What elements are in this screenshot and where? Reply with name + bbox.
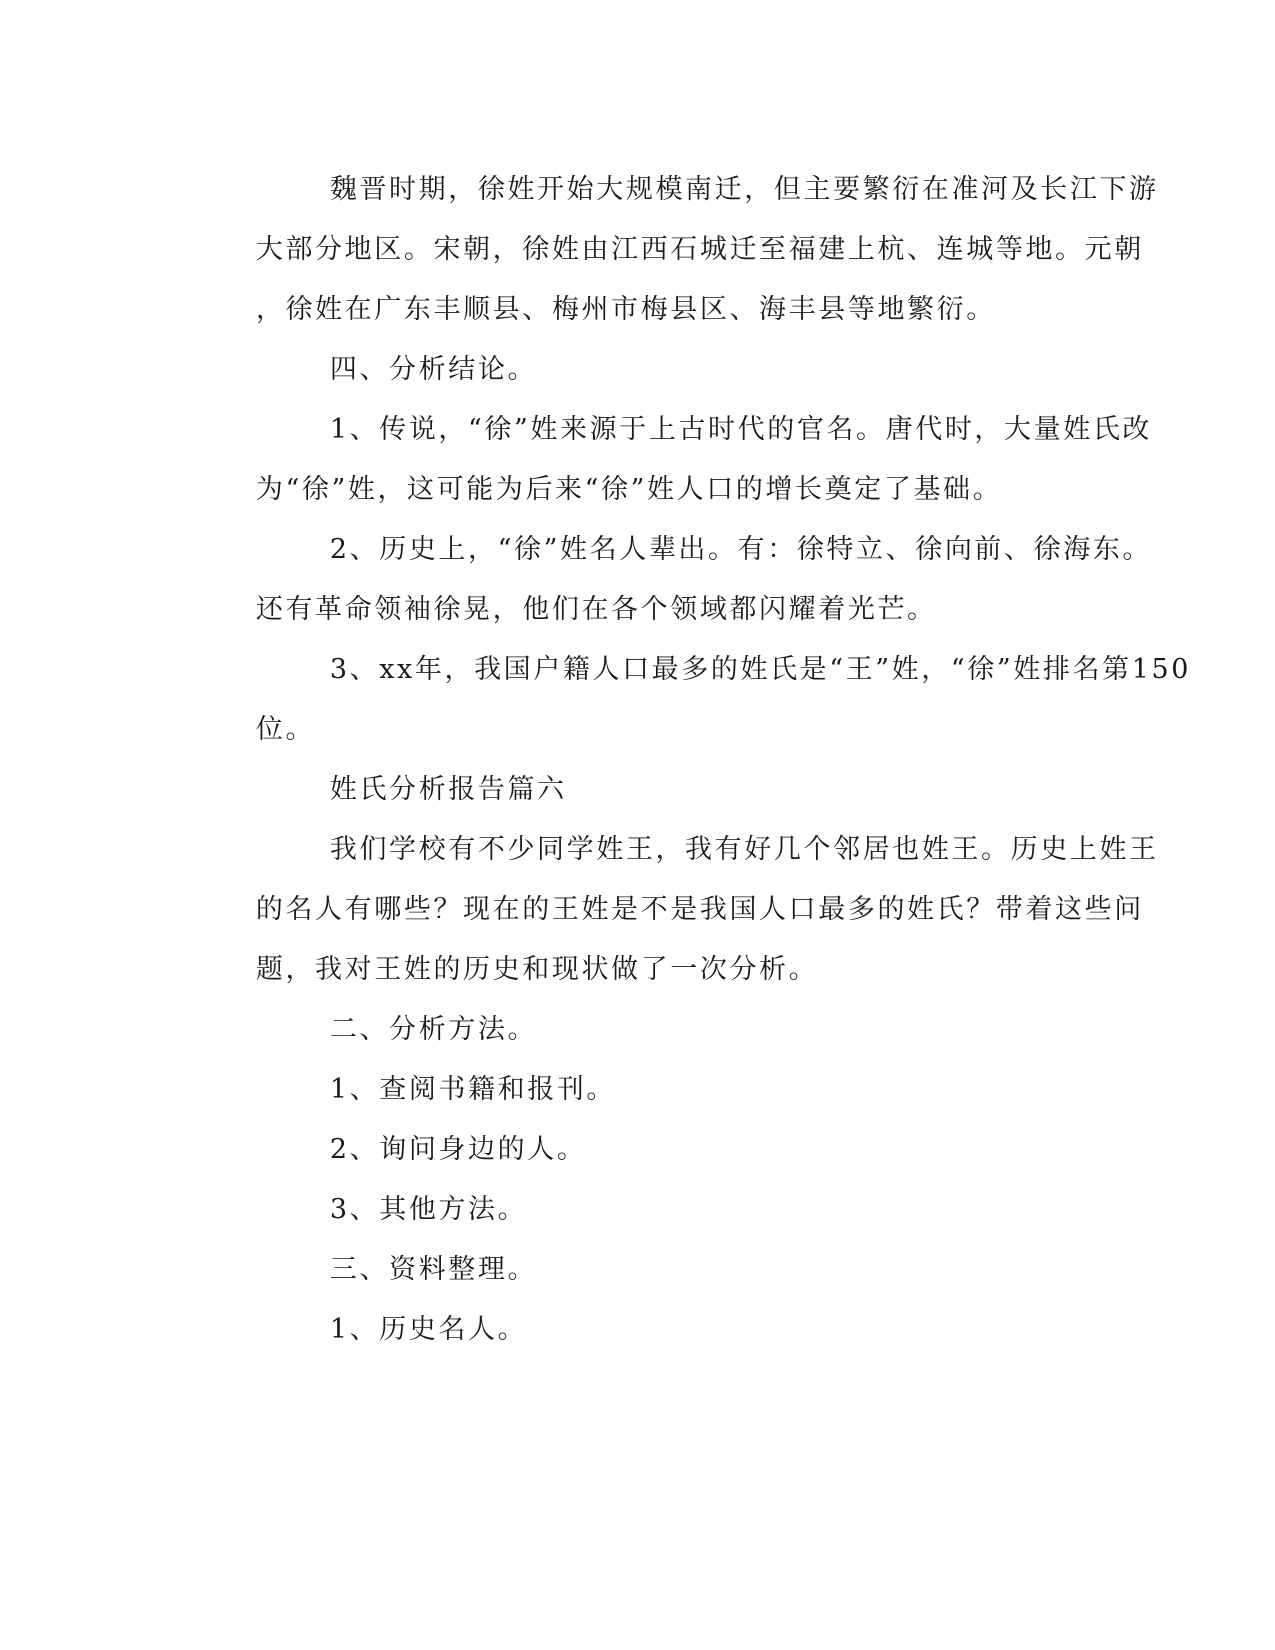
text-line: 3、xx年，我国户籍人口最多的姓氏是“王”姓，“徐”姓排名第150 [329, 654, 1192, 685]
section-heading-data-collation [187, 1240, 1087, 1300]
section-heading-methods [187, 1000, 1087, 1060]
text-line: 大部分地区。宋朝，徐姓由江西石城迁至福建上杭、连城等地。元朝 [255, 234, 1144, 265]
section-heading-conclusion [187, 340, 1087, 400]
text-line: 还有革命领袖徐晃，他们在各个领域都闪耀着光芒。 [255, 594, 937, 625]
text-line: 我们学校有不少同学姓王，我有好几个邻居也姓王。历史上姓王 [329, 834, 1159, 865]
method-item-1 [187, 1060, 1087, 1120]
text-line: 2、历史上，“徐”姓名人辈出。有：徐特立、徐向前、徐海东。 [329, 534, 1153, 565]
conclusion-item-3 [187, 640, 1192, 760]
text-line: 的名人有哪些？现在的王姓是不是我国人口最多的姓氏？带着这些问 [255, 894, 1144, 925]
text-line: 1、历史名人。 [329, 1314, 528, 1345]
method-item-2 [187, 1120, 1087, 1180]
report-title-part-six [187, 760, 1087, 820]
paragraph-wei-jin-migration [187, 160, 1159, 340]
text-line: 题，我对王姓的历史和现状做了一次分析。 [255, 954, 819, 985]
document-body [187, 160, 1192, 1360]
method-item-3 [187, 1180, 1087, 1240]
text-line: 2、询问身边的人。 [329, 1134, 587, 1165]
text-line: 四、分析结论。 [329, 354, 538, 385]
conclusion-item-2 [187, 520, 1153, 640]
text-line: 1、传说，“徐”姓来源于上古时代的官名。唐代时，大量姓氏改 [329, 414, 1153, 445]
conclusion-item-1 [187, 400, 1153, 520]
text-line: 姓氏分析报告篇六 [329, 774, 567, 805]
paragraph-intro-wang [187, 820, 1159, 1000]
text-line: 二、分析方法。 [329, 1014, 538, 1045]
collation-item-1 [187, 1300, 1087, 1360]
text-line: 魏晋时期，徐姓开始大规模南迁，但主要繁衍在准河及长江下游 [329, 174, 1159, 205]
text-line: 三、资料整理。 [329, 1254, 538, 1285]
text-line: ，徐姓在广东丰顺县、梅州市梅县区、海丰县等地繁衍。 [255, 294, 996, 325]
text-line: 3、其他方法。 [329, 1194, 528, 1225]
text-line: 1、查阅书籍和报刊。 [329, 1074, 617, 1105]
text-line: 为“徐”姓，这可能为后来“徐”姓人口的增长奠定了基础。 [255, 474, 1003, 505]
text-line: 位。 [255, 714, 316, 745]
